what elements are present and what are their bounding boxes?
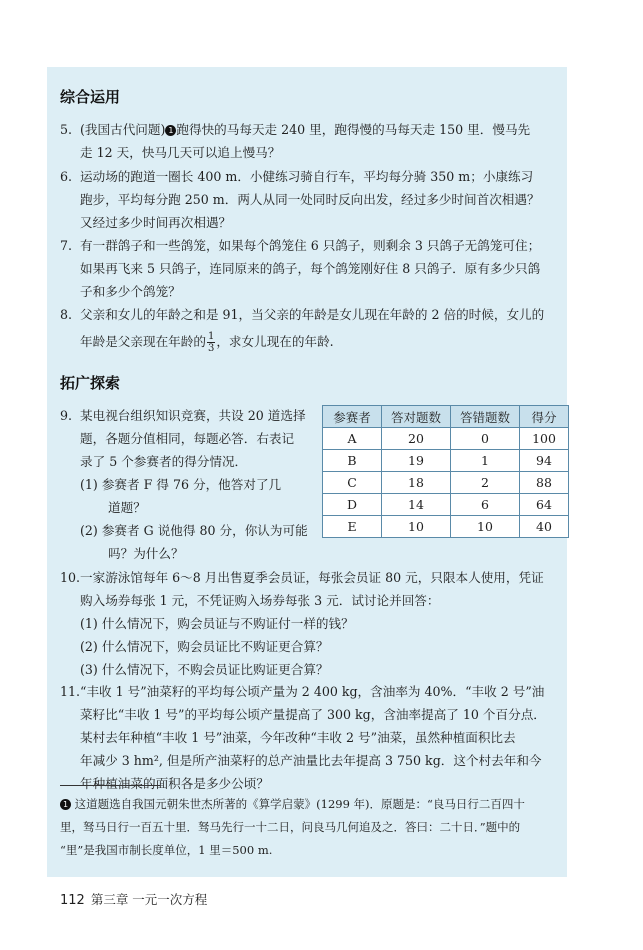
fraction: $\frac{1}{3}$ <box>207 331 215 354</box>
chapter-title: 第三章 一元一次方程 <box>90 892 208 907</box>
table-header-row: 参赛者 答对题数 答错题数 得分 <box>323 406 569 428</box>
footnote: 1 这道题选自我国元朝朱世杰所著的《算学启蒙》(1299 年)．原题是：“良马日行二百四十 里，驽马日行一百五十里．驽马先行一十二日，问良马几何追及之．答曰：二十日．”题中的 “里”是我国市制长度单位，1 里＝500 m. <box>60 797 525 857</box>
problem-number: 5. <box>60 122 73 137</box>
problem-6: 6. 运动场的跑道一圈长 400 m．小健练习骑自行车，平均每分骑 350 m；小康练习 跑步，平均每分跑 250 m．两人从同一处同时反向出发，经过多少时间首次相遇？ 又经过多少时间再次相遇？ <box>60 165 560 234</box>
footnote-divider <box>60 785 160 786</box>
problem-5: 5. (我国古代问题) 1 跑得快的马每天走 240 里，跑得慢的马每天走 150 里．慢马先 走 12 天，快马几天可以追上慢马？ <box>60 118 560 164</box>
table-row: E 10 10 40 <box>323 516 569 538</box>
problem-number: 8. <box>60 307 73 322</box>
problem-8: 8. 父亲和女儿的年龄之和是 91，当父亲的年龄是女儿现在年龄的 2 倍的时候，女儿的 年龄是父亲现在年龄的 $\frac{1}{3}$ ，求女儿现在的年龄. <box>60 303 560 354</box>
problem-number: 6. <box>60 169 73 184</box>
table-row: D 14 6 64 <box>323 494 569 516</box>
problem-number: 11. <box>60 684 81 699</box>
footnote-marker-icon: 1 <box>165 125 176 136</box>
page-footer <box>60 890 207 908</box>
page-number: 112 <box>60 893 85 908</box>
problem-number: 7. <box>60 238 73 253</box>
problem-9: 9. 某电视台组织知识竞赛，共设 20 道选择 题，各题分值相同，每题必答．右表记 录了 5 个参赛者的得分情况． (1) 参赛者 F 得 76 分，他答对了几 道题？ (2) 参赛者 G 说他得 80 分，你认为可能 吗？为什么？ <box>60 404 320 565</box>
table-row: B 19 1 94 <box>323 450 569 472</box>
section-title-comprehensive: 综合运用 <box>60 88 121 106</box>
problem-number: 10. <box>60 570 81 585</box>
problem-10: 10.一家游泳馆每年 6～8 月出售夏季会员证，每张会员证 80 元，只限本人使用，凭证 购入场券每张 1 元，不凭证购入场券每张 3 元．试讨论并回答： (1) 什么情况下，购会员证与不购证付一样的钱？ (2) 什么情况下，购会员证比不购证更合算？ (3) 什么情况下，不购会员证比购证更合算？ <box>60 566 560 681</box>
score-table <box>322 405 569 538</box>
table-row: A 20 0 100 <box>323 428 569 450</box>
section-title-explore: 拓广探索 <box>60 374 121 392</box>
problem-7: 7. 有一群鸽子和一些鸽笼，如果每个鸽笼住 6 只鸽子，则剩余 3 只鸽子无鸽笼可住； 如果再飞来 5 只鸽子，连同原来的鸽子，每个鸽笼刚好住 8 只鸽子．原有多少只鸽 子和多少个鸽笼？ <box>60 234 560 303</box>
table-row: C 18 2 88 <box>323 472 569 494</box>
problem-number: 9. <box>60 408 73 423</box>
footnote-marker-icon: 1 <box>60 799 71 810</box>
problem-11: 11.“丰收 1 号”油菜籽的平均每公顷产量为 2 400 kg，含油率为 40%．“丰收 2 号”油 菜籽比“丰收 1 号”的平均每公顷产量提高了 300 kg，含油率提高了 10 个百分点． 某村去年种植“丰收 1 号”油菜，今年改种“丰收 2 号”油菜，虽然种植面积比去 年减少 3 hm², 但是所产油菜籽的总产油量比去年提高 3 750 kg．这个村去年和今 年种植油菜的面积各是多少公顷？ <box>60 680 560 795</box>
